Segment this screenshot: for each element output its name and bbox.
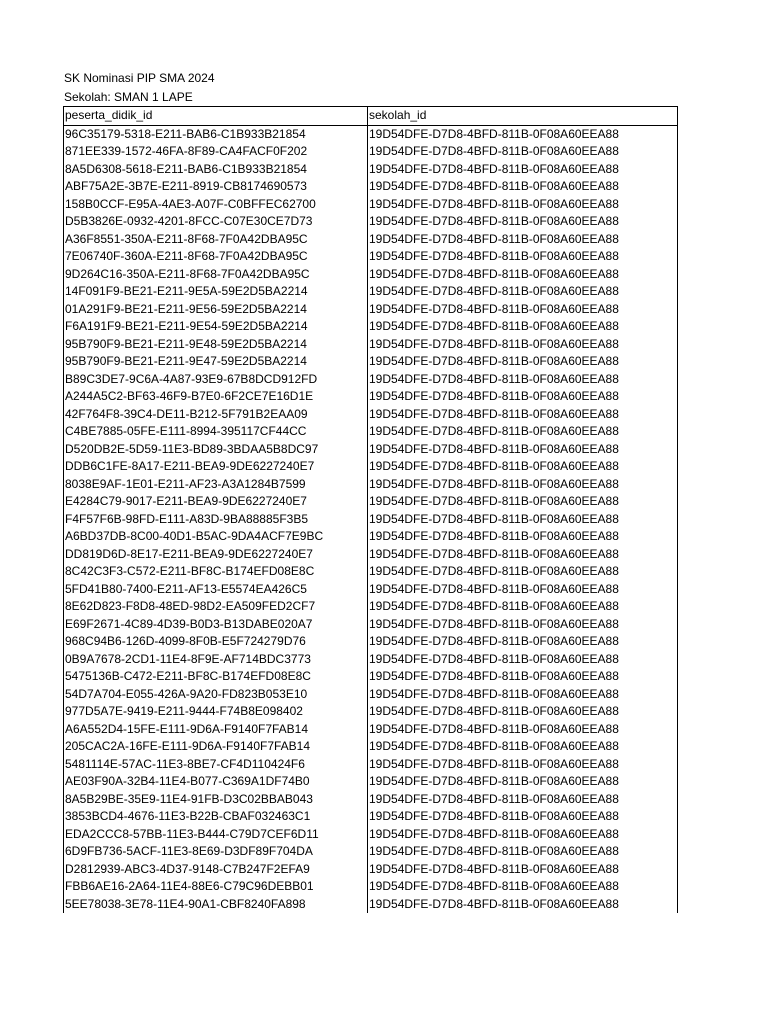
cell-peserta-didik-id: A6BD37DB-8C00-40D1-B5AC-9DA4ACF7E9BC: [64, 528, 368, 546]
table-row: [64, 861, 678, 879]
table-row: [64, 371, 678, 389]
cell-peserta-didik-id: 95B790F9-BE21-E211-9E48-59E2D5BA2214: [64, 336, 368, 354]
cell-sekolah-id: 19D54DFE-D7D8-4BFD-811B-0F08A60EEA88: [368, 353, 678, 371]
cell-sekolah-id: 19D54DFE-D7D8-4BFD-811B-0F08A60EEA88: [368, 336, 678, 354]
table-row: [64, 231, 678, 249]
cell-peserta-didik-id: 8A5D6308-5618-E211-BAB6-C1B933B21854: [64, 161, 368, 179]
cell-sekolah-id: 19D54DFE-D7D8-4BFD-811B-0F08A60EEA88: [368, 231, 678, 249]
cell-sekolah-id: 19D54DFE-D7D8-4BFD-811B-0F08A60EEA88: [368, 546, 678, 564]
cell-sekolah-id: 19D54DFE-D7D8-4BFD-811B-0F08A60EEA88: [368, 686, 678, 704]
cell-peserta-didik-id: ABF75A2E-3B7E-E211-8919-CB8174690573: [64, 178, 368, 196]
cell-peserta-didik-id: 205CAC2A-16FE-E111-9D6A-F9140F7FAB14: [64, 738, 368, 756]
table-row: [64, 476, 678, 494]
cell-peserta-didik-id: 96C35179-5318-E211-BAB6-C1B933B21854: [64, 125, 368, 143]
cell-peserta-didik-id: 871EE339-1572-46FA-8F89-CA4FACF0F202: [64, 143, 368, 161]
cell-sekolah-id: 19D54DFE-D7D8-4BFD-811B-0F08A60EEA88: [368, 808, 678, 826]
cell-sekolah-id: 19D54DFE-D7D8-4BFD-811B-0F08A60EEA88: [368, 791, 678, 809]
school-name: Sekolah: SMAN 1 LAPE: [64, 89, 193, 104]
cell-sekolah-id: 19D54DFE-D7D8-4BFD-811B-0F08A60EEA88: [368, 721, 678, 739]
table-row: [64, 721, 678, 739]
cell-peserta-didik-id: DDB6C1FE-8A17-E211-BEA9-9DE6227240E7: [64, 458, 368, 476]
table-row: [64, 213, 678, 231]
cell-sekolah-id: 19D54DFE-D7D8-4BFD-811B-0F08A60EEA88: [368, 213, 678, 231]
cell-peserta-didik-id: DD819D6D-8E17-E211-BEA9-9DE6227240E7: [64, 546, 368, 564]
cell-peserta-didik-id: F6A191F9-BE21-E211-9E54-59E2D5BA2214: [64, 318, 368, 336]
cell-peserta-didik-id: 8038E9AF-1E01-E211-AF23-A3A1284B7599: [64, 476, 368, 494]
cell-sekolah-id: 19D54DFE-D7D8-4BFD-811B-0F08A60EEA88: [368, 266, 678, 284]
cell-peserta-didik-id: FBB6AE16-2A64-11E4-88E6-C79C96DEBB01: [64, 878, 368, 896]
cell-peserta-didik-id: 01A291F9-BE21-E211-9E56-59E2D5BA2214: [64, 301, 368, 319]
cell-sekolah-id: 19D54DFE-D7D8-4BFD-811B-0F08A60EEA88: [368, 861, 678, 879]
table-row: [64, 791, 678, 809]
table-row: [64, 616, 678, 634]
cell-peserta-didik-id: EDA2CCC8-57BB-11E3-B444-C79D7CEF6D11: [64, 826, 368, 844]
cell-sekolah-id: 19D54DFE-D7D8-4BFD-811B-0F08A60EEA88: [368, 616, 678, 634]
cell-sekolah-id: 19D54DFE-D7D8-4BFD-811B-0F08A60EEA88: [368, 248, 678, 266]
cell-peserta-didik-id: 6D9FB736-5ACF-11E3-8E69-D3DF89F704DA: [64, 843, 368, 861]
cell-peserta-didik-id: A6A552D4-15FE-E111-9D6A-F9140F7FAB14: [64, 721, 368, 739]
cell-peserta-didik-id: D5B3826E-0932-4201-8FCC-C07E30CE7D73: [64, 213, 368, 231]
cell-peserta-didik-id: A244A5C2-BF63-46F9-B7E0-6F2CE7E16D1E: [64, 388, 368, 406]
cell-peserta-didik-id: 7E06740F-360A-E211-8F68-7F0A42DBA95C: [64, 248, 368, 266]
cell-peserta-didik-id: 5475136B-C472-E211-BF8C-B174EFD08E8C: [64, 668, 368, 686]
cell-sekolah-id: 19D54DFE-D7D8-4BFD-811B-0F08A60EEA88: [368, 143, 678, 161]
cell-sekolah-id: 19D54DFE-D7D8-4BFD-811B-0F08A60EEA88: [368, 301, 678, 319]
cell-sekolah-id: 19D54DFE-D7D8-4BFD-811B-0F08A60EEA88: [368, 493, 678, 511]
table-row: [64, 353, 678, 371]
table-row: [64, 896, 678, 914]
cell-peserta-didik-id: E69F2671-4C89-4D39-B0D3-B13DABE020A7: [64, 616, 368, 634]
table-row: [64, 773, 678, 791]
table-row: [64, 196, 678, 214]
cell-sekolah-id: 19D54DFE-D7D8-4BFD-811B-0F08A60EEA88: [368, 896, 678, 914]
table-row: [64, 406, 678, 424]
cell-sekolah-id: 19D54DFE-D7D8-4BFD-811B-0F08A60EEA88: [368, 406, 678, 424]
table-row: [64, 125, 678, 143]
cell-sekolah-id: 19D54DFE-D7D8-4BFD-811B-0F08A60EEA88: [368, 581, 678, 599]
cell-sekolah-id: 19D54DFE-D7D8-4BFD-811B-0F08A60EEA88: [368, 125, 678, 143]
cell-peserta-didik-id: 9D264C16-350A-E211-8F68-7F0A42DBA95C: [64, 266, 368, 284]
table-row: [64, 283, 678, 301]
cell-peserta-didik-id: C4BE7885-05FE-E111-8994-395117CF44CC: [64, 423, 368, 441]
table-row: [64, 528, 678, 546]
cell-sekolah-id: 19D54DFE-D7D8-4BFD-811B-0F08A60EEA88: [368, 511, 678, 529]
data-table: [63, 106, 678, 913]
table-row: [64, 843, 678, 861]
table-row: [64, 581, 678, 599]
table-row: [64, 826, 678, 844]
cell-peserta-didik-id: 5FD41B80-7400-E211-AF13-E5574EA426C5: [64, 581, 368, 599]
table-row: [64, 686, 678, 704]
cell-sekolah-id: 19D54DFE-D7D8-4BFD-811B-0F08A60EEA88: [368, 668, 678, 686]
cell-sekolah-id: 19D54DFE-D7D8-4BFD-811B-0F08A60EEA88: [368, 563, 678, 581]
table-row: [64, 546, 678, 564]
cell-sekolah-id: 19D54DFE-D7D8-4BFD-811B-0F08A60EEA88: [368, 756, 678, 774]
cell-sekolah-id: 19D54DFE-D7D8-4BFD-811B-0F08A60EEA88: [368, 773, 678, 791]
cell-peserta-didik-id: 54D7A704-E055-426A-9A20-FD823B053E10: [64, 686, 368, 704]
table-row: [64, 441, 678, 459]
table-row: [64, 423, 678, 441]
table-row: [64, 248, 678, 266]
cell-peserta-didik-id: 8E62D823-F8D8-48ED-98D2-EA509FED2CF7: [64, 598, 368, 616]
table-row: [64, 511, 678, 529]
cell-peserta-didik-id: A36F8551-350A-E211-8F68-7F0A42DBA95C: [64, 231, 368, 249]
cell-peserta-didik-id: 0B9A7678-2CD1-11E4-8F9E-AF714BDC3773: [64, 651, 368, 669]
table-row: [64, 266, 678, 284]
cell-sekolah-id: 19D54DFE-D7D8-4BFD-811B-0F08A60EEA88: [368, 318, 678, 336]
cell-peserta-didik-id: D2812939-ABC3-4D37-9148-C7B247F2EFA9: [64, 861, 368, 879]
cell-peserta-didik-id: AE03F90A-32B4-11E4-B077-C369A1DF74B0: [64, 773, 368, 791]
cell-sekolah-id: 19D54DFE-D7D8-4BFD-811B-0F08A60EEA88: [368, 633, 678, 651]
table-row: [64, 458, 678, 476]
document-title: SK Nominasi PIP SMA 2024: [64, 71, 215, 85]
cell-peserta-didik-id: 5EE78038-3E78-11E4-90A1-CBF8240FA898: [64, 896, 368, 914]
table-row: [64, 178, 678, 196]
cell-sekolah-id: 19D54DFE-D7D8-4BFD-811B-0F08A60EEA88: [368, 423, 678, 441]
table-header-row: [64, 107, 678, 126]
cell-peserta-didik-id: 14F091F9-BE21-E211-9E5A-59E2D5BA2214: [64, 283, 368, 301]
cell-sekolah-id: 19D54DFE-D7D8-4BFD-811B-0F08A60EEA88: [368, 441, 678, 459]
cell-peserta-didik-id: 968C94B6-126D-4099-8F0B-E5F724279D76: [64, 633, 368, 651]
table-row: [64, 703, 678, 721]
document-page: [63, 69, 677, 913]
cell-sekolah-id: 19D54DFE-D7D8-4BFD-811B-0F08A60EEA88: [368, 161, 678, 179]
cell-peserta-didik-id: E4284C79-9017-E211-BEA9-9DE6227240E7: [64, 493, 368, 511]
table-row: [64, 651, 678, 669]
column-header-peserta-didik-id: peserta_didik_id: [64, 107, 368, 126]
table-row: [64, 563, 678, 581]
table-row: [64, 301, 678, 319]
cell-sekolah-id: 19D54DFE-D7D8-4BFD-811B-0F08A60EEA88: [368, 178, 678, 196]
cell-peserta-didik-id: 95B790F9-BE21-E211-9E47-59E2D5BA2214: [64, 353, 368, 371]
table-row: [64, 878, 678, 896]
cell-sekolah-id: 19D54DFE-D7D8-4BFD-811B-0F08A60EEA88: [368, 598, 678, 616]
cell-peserta-didik-id: B89C3DE7-9C6A-4A87-93E9-67B8DCD912FD: [64, 371, 368, 389]
cell-peserta-didik-id: 5481114E-57AC-11E3-8BE7-CF4D110424F6: [64, 756, 368, 774]
table-row: [64, 161, 678, 179]
table-body: [64, 125, 678, 913]
cell-peserta-didik-id: 8A5B29BE-35E9-11E4-91FB-D3C02BBAB043: [64, 791, 368, 809]
cell-sekolah-id: 19D54DFE-D7D8-4BFD-811B-0F08A60EEA88: [368, 738, 678, 756]
table-row: [64, 336, 678, 354]
table-row: [64, 756, 678, 774]
table-row: [64, 318, 678, 336]
cell-sekolah-id: 19D54DFE-D7D8-4BFD-811B-0F08A60EEA88: [368, 528, 678, 546]
cell-peserta-didik-id: 977D5A7E-9419-E211-9444-F74B8E098402: [64, 703, 368, 721]
table-row: [64, 808, 678, 826]
cell-peserta-didik-id: 3853BCD4-4676-11E3-B22B-CBAF032463C1: [64, 808, 368, 826]
table-row: [64, 668, 678, 686]
table-row: [64, 598, 678, 616]
table-row: [64, 143, 678, 161]
column-header-sekolah-id: sekolah_id: [368, 107, 678, 126]
cell-sekolah-id: 19D54DFE-D7D8-4BFD-811B-0F08A60EEA88: [368, 388, 678, 406]
cell-sekolah-id: 19D54DFE-D7D8-4BFD-811B-0F08A60EEA88: [368, 476, 678, 494]
cell-sekolah-id: 19D54DFE-D7D8-4BFD-811B-0F08A60EEA88: [368, 458, 678, 476]
cell-sekolah-id: 19D54DFE-D7D8-4BFD-811B-0F08A60EEA88: [368, 878, 678, 896]
cell-sekolah-id: 19D54DFE-D7D8-4BFD-811B-0F08A60EEA88: [368, 843, 678, 861]
table-row: [64, 738, 678, 756]
cell-sekolah-id: 19D54DFE-D7D8-4BFD-811B-0F08A60EEA88: [368, 283, 678, 301]
cell-peserta-didik-id: 42F764F8-39C4-DE11-B212-5F791B2EAA09: [64, 406, 368, 424]
cell-sekolah-id: 19D54DFE-D7D8-4BFD-811B-0F08A60EEA88: [368, 703, 678, 721]
table-row: [64, 633, 678, 651]
cell-peserta-didik-id: 8C42C3F3-C572-E211-BF8C-B174EFD08E8C: [64, 563, 368, 581]
cell-sekolah-id: 19D54DFE-D7D8-4BFD-811B-0F08A60EEA88: [368, 826, 678, 844]
cell-sekolah-id: 19D54DFE-D7D8-4BFD-811B-0F08A60EEA88: [368, 651, 678, 669]
cell-peserta-didik-id: D520DB2E-5D59-11E3-BD89-3BDAA5B8DC97: [64, 441, 368, 459]
cell-peserta-didik-id: F4F57F6B-98FD-E111-A83D-9BA88885F3B5: [64, 511, 368, 529]
cell-sekolah-id: 19D54DFE-D7D8-4BFD-811B-0F08A60EEA88: [368, 196, 678, 214]
cell-peserta-didik-id: 158B0CCF-E95A-4AE3-A07F-C0BFFEC62700: [64, 196, 368, 214]
table-row: [64, 388, 678, 406]
cell-sekolah-id: 19D54DFE-D7D8-4BFD-811B-0F08A60EEA88: [368, 371, 678, 389]
table-row: [64, 493, 678, 511]
